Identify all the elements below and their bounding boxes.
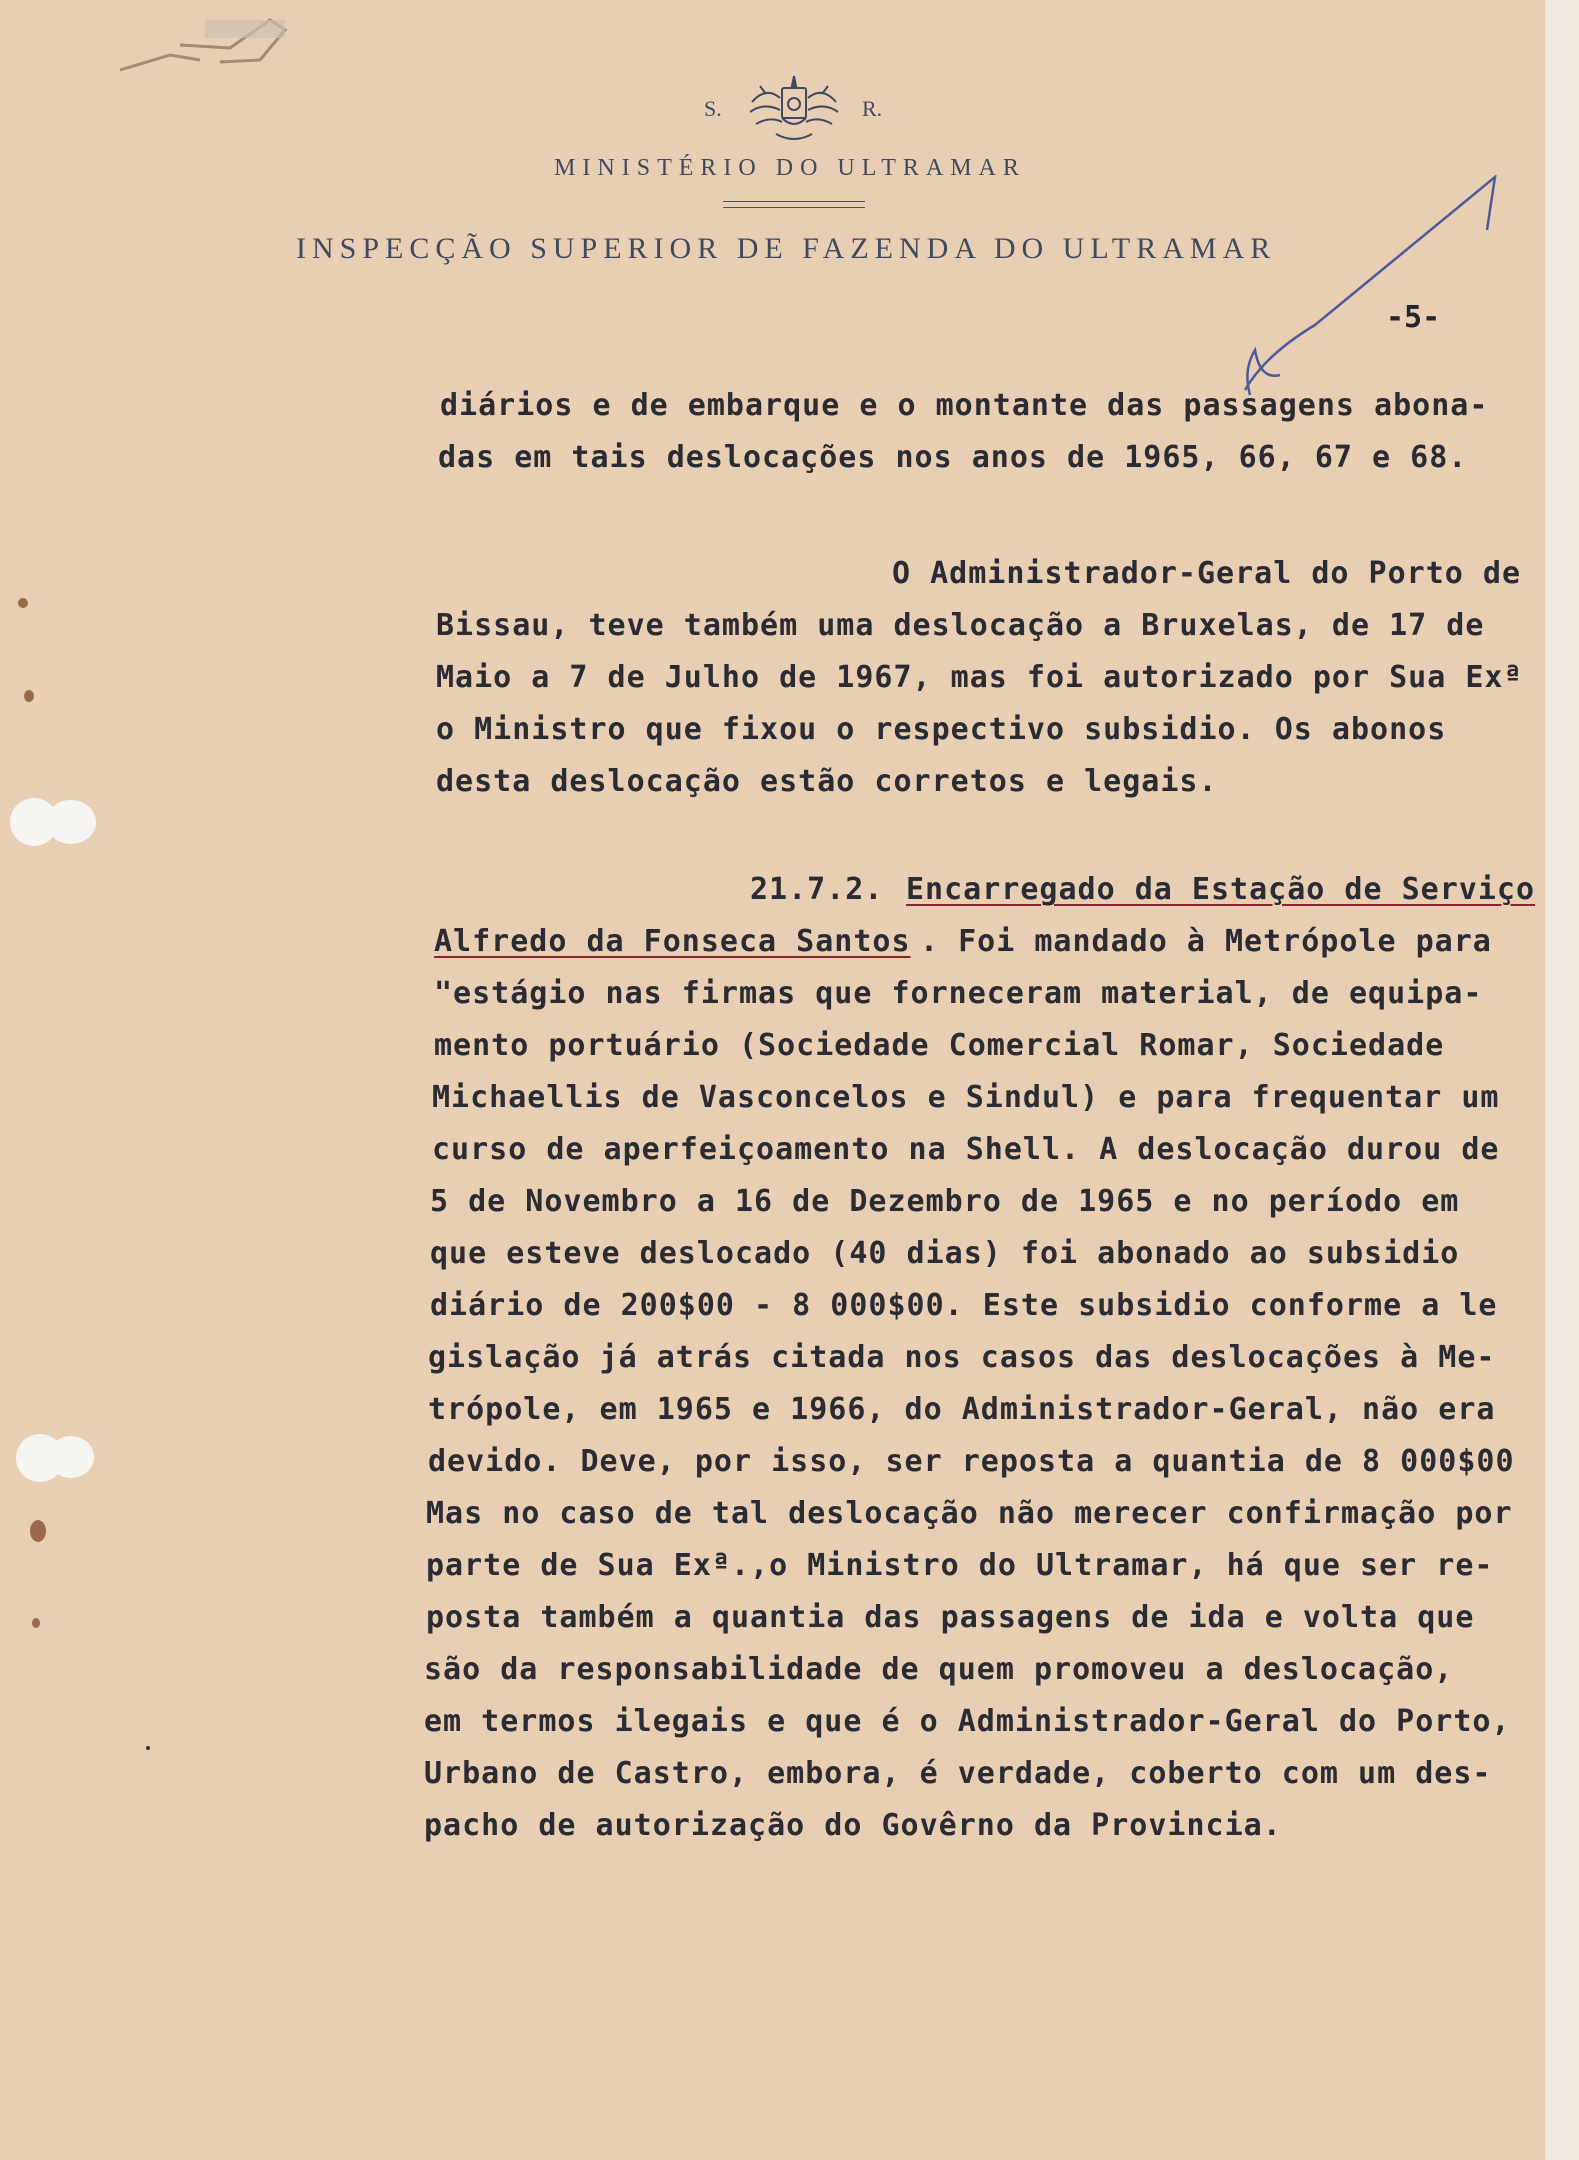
employee-name-underlined: Alfredo da Fonseca Santos	[434, 924, 911, 959]
body-line: devido. Deve, por isso, ser reposta a quantia de 8 000$00	[428, 1444, 1515, 1479]
page-edge-margin	[1545, 0, 1579, 2160]
section-heading-underlined: Encarregado da Estação de Serviço	[906, 872, 1536, 907]
letterhead-double-rule	[723, 201, 865, 208]
body-line: das em tais deslocações nos anos de 1965, 66, 67 e 68.	[438, 440, 1468, 475]
body-line: trópole, em 1965 e 1966, do Administrador-Geral, não era	[428, 1392, 1496, 1427]
body-line: Bissau, teve também uma deslocação a Bruxelas, de 17 de	[436, 608, 1485, 643]
letterhead-right-letter: R.	[862, 96, 883, 121]
body-line: gislação já atrás citada nos casos das deslocações à Me-	[428, 1340, 1496, 1375]
body-line: desta deslocação estão corretos e legais.	[436, 764, 1218, 799]
body-line: Maio a 7 de Julho de 1967, mas foi autorizado por Sua Exª	[436, 660, 1523, 695]
letterhead-left-letter: S.	[704, 96, 722, 121]
handwritten-initial-mark	[1225, 175, 1515, 405]
body-line: diário de 200$00 - 8 000$00. Este subsidio conforme a le	[430, 1288, 1498, 1323]
punch-hole	[48, 1436, 94, 1478]
paper-clip-mark	[110, 0, 300, 80]
body-line: . Foi mandado à Metrópole para	[920, 924, 1492, 959]
body-line: em termos ilegais e que é o Administrador-Geral do Porto,	[424, 1704, 1511, 1739]
body-line: que esteve deslocado (40 dias) foi abonado ao subsidio	[430, 1236, 1460, 1271]
body-line: pacho de autorização do Govêrno da Provincia.	[424, 1808, 1282, 1843]
paper-speck	[24, 690, 34, 702]
body-line: Urbano de Castro, embora, é verdade, coberto com um des-	[424, 1756, 1492, 1791]
ministry-title: MINISTÉRIO DO ULTRAMAR	[554, 155, 1026, 181]
body-line: Michaellis de Vasconcelos e Sindul) e para frequentar um	[432, 1080, 1500, 1115]
section-number: 21.7.2.	[750, 872, 884, 907]
body-line: o Ministro que fixou o respectivo subsidio. Os abonos	[436, 712, 1447, 747]
body-line: Mas no caso de tal deslocação não merecer confirmação por	[426, 1496, 1513, 1531]
paper-speck	[146, 1746, 150, 1750]
coat-of-arms-icon	[746, 72, 842, 146]
body-line: "estágio nas firmas que forneceram material, de equipa-	[434, 976, 1483, 1011]
body-line: diários e de embarque e o montante das passagens abona-	[440, 388, 1489, 423]
body-line: 5 de Novembro a 16 de Dezembro de 1965 e no período em	[430, 1184, 1460, 1219]
letterhead-emblem-row	[700, 72, 900, 142]
body-line: parte de Sua Exª.,o Ministro do Ultramar, há que ser re-	[426, 1548, 1494, 1583]
paper-speck	[30, 1520, 46, 1542]
body-line: posta também a quantia das passagens de ida e volta que	[426, 1600, 1475, 1635]
punch-hole	[46, 800, 96, 844]
paper-speck	[32, 1618, 40, 1628]
body-line: curso de aperfeiçoamento na Shell. A deslocação durou de	[432, 1132, 1500, 1167]
department-title: INSPECÇÃO SUPERIOR DE FAZENDA DO ULTRAMAR	[296, 232, 1277, 265]
page-number: -5-	[1386, 300, 1441, 335]
body-line: mento portuário (Sociedade Comercial Romar, Sociedade	[434, 1028, 1445, 1063]
body-line: são da responsabilidade de quem promoveu a deslocação,	[424, 1652, 1454, 1687]
paper-speck	[18, 598, 28, 608]
body-line: O Administrador-Geral do Porto de	[892, 556, 1522, 591]
